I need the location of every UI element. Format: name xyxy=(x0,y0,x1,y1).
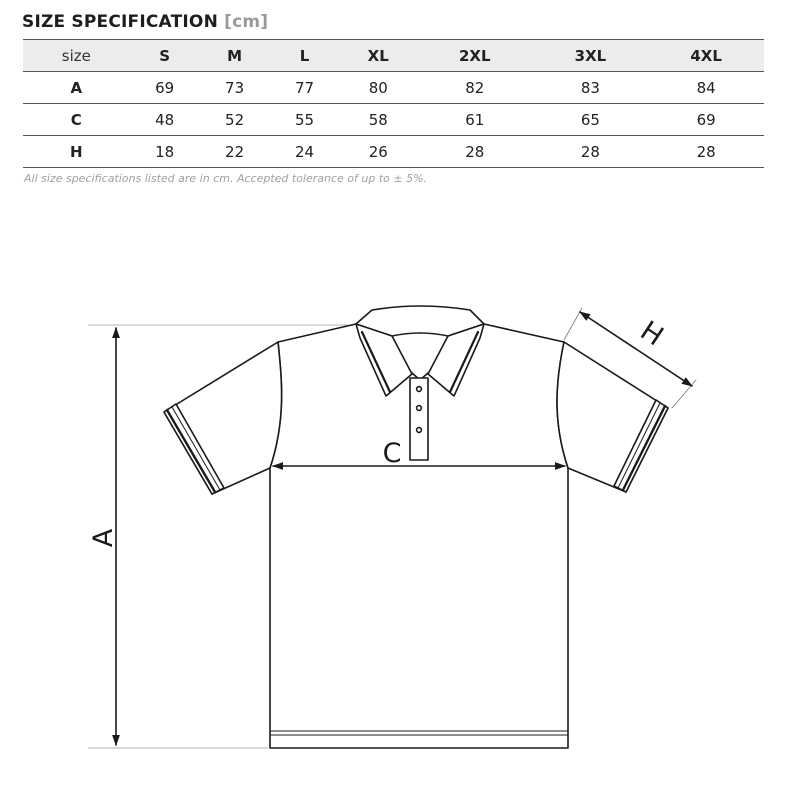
dimension-h-label: H xyxy=(634,315,669,353)
polo-shirt-diagram xyxy=(0,290,798,760)
table-cell: 26 xyxy=(340,136,417,168)
table-cell: 82 xyxy=(417,72,533,104)
size-header: 3XL xyxy=(533,40,649,72)
size-header: L xyxy=(270,40,340,72)
size-header: M xyxy=(200,40,270,72)
tolerance-note: All size specifications listed are in cm. Accepted tolerance of up to ± 5%. xyxy=(24,172,428,185)
row-label: H xyxy=(23,136,130,168)
table-cell: 73 xyxy=(200,72,270,104)
table-cell: 80 xyxy=(340,72,417,104)
left-sleeve xyxy=(164,342,282,494)
table-cell: 77 xyxy=(270,72,340,104)
dimension-a xyxy=(88,328,119,745)
page-title xyxy=(22,12,268,32)
row-label: A xyxy=(23,72,130,104)
table-cell: 52 xyxy=(200,104,270,136)
size-header: 2XL xyxy=(417,40,533,72)
table-cell: 65 xyxy=(533,104,649,136)
table-cell: 28 xyxy=(417,136,533,168)
placket xyxy=(410,378,428,460)
table-cell: 28 xyxy=(533,136,649,168)
right-sleeve xyxy=(557,342,668,492)
dimension-c-label: C xyxy=(382,438,402,469)
corner-label: size xyxy=(23,40,130,72)
size-table xyxy=(23,39,764,168)
table-cell: 55 xyxy=(270,104,340,136)
dimension-a-label: A xyxy=(88,528,119,548)
size-header: S xyxy=(130,40,200,72)
table-row xyxy=(23,72,764,104)
table-row xyxy=(23,136,764,168)
title-unit: [cm] xyxy=(224,12,269,32)
table-cell: 69 xyxy=(130,72,200,104)
size-header: 4XL xyxy=(648,40,764,72)
row-label: C xyxy=(23,104,130,136)
table-row xyxy=(23,104,764,136)
table-cell: 22 xyxy=(200,136,270,168)
table-cell: 24 xyxy=(270,136,340,168)
table-cell: 83 xyxy=(533,72,649,104)
size-header: XL xyxy=(340,40,417,72)
table-cell: 84 xyxy=(648,72,764,104)
size-header-row xyxy=(23,40,764,72)
table-cell: 48 xyxy=(130,104,200,136)
title-main: SIZE SPECIFICATION xyxy=(22,12,218,32)
table-cell: 61 xyxy=(417,104,533,136)
table-cell: 18 xyxy=(130,136,200,168)
table-cell: 58 xyxy=(340,104,417,136)
table-cell: 69 xyxy=(648,104,764,136)
table-cell: 28 xyxy=(648,136,764,168)
